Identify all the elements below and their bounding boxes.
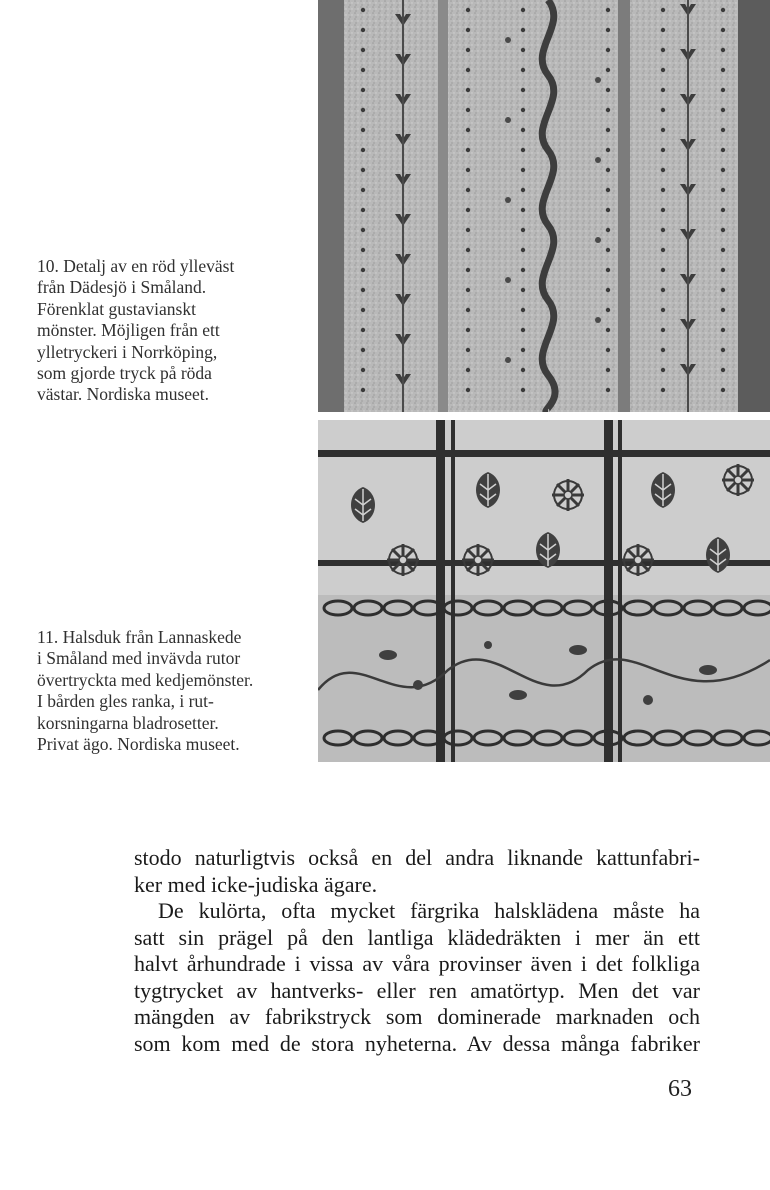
figure-11-photo xyxy=(318,420,770,762)
figure-10-caption-text: Detalj av en röd ylleväst från Dädesjö i Småland. Förenklat gustavianskt mönster. Möjligen från ett ylletryckeri i Norrköping, som gjorde tryck på röda västar. Nordiska museet. xyxy=(37,256,235,405)
figure-10-photo xyxy=(318,0,770,412)
paragraph-2 xyxy=(134,898,700,1057)
figure-11-number: 11. xyxy=(37,627,59,647)
text-line: halvt århundrade i vissa av våra provinser även i det folkliga xyxy=(134,951,700,976)
paragraph-1 xyxy=(134,845,700,898)
text-line: tygtrycket av hantverks- eller ren amatörtyp. Men det var xyxy=(134,977,700,1003)
figure-10-number: 10. xyxy=(37,256,59,276)
text-line: De kulörta, ofta mycket färgrika halsklädena måste ha xyxy=(158,898,700,923)
figure-11-caption-text: Halsduk från Lannaskede i Småland med invävda rutor övertryckta med kedjemönster. I bården gles ranka, i rut- korsningarna bladrosetter. Privat ägo. Nordiska museet. xyxy=(37,627,254,755)
text-line: stodo naturligtvis också en del andra liknande kattunfabri- xyxy=(134,845,700,870)
text-line: mängden av fabrikstryck som dominerade marknaden och xyxy=(134,1004,700,1029)
vest-pattern-image xyxy=(318,0,770,412)
figure-10-caption xyxy=(37,256,287,406)
text-line: som kom med de stora nyheterna. Av dessa många fabriker xyxy=(134,1030,700,1056)
text-line: satt sin prägel på den lantliga klädedräkten i mer än ett xyxy=(134,924,700,950)
page-number: 63 xyxy=(668,1076,692,1102)
body-text xyxy=(134,845,700,1057)
text-line: ker med icke-judiska ägare. xyxy=(134,871,378,897)
scarf-pattern-image xyxy=(318,420,770,762)
figure-11-caption xyxy=(37,627,287,755)
